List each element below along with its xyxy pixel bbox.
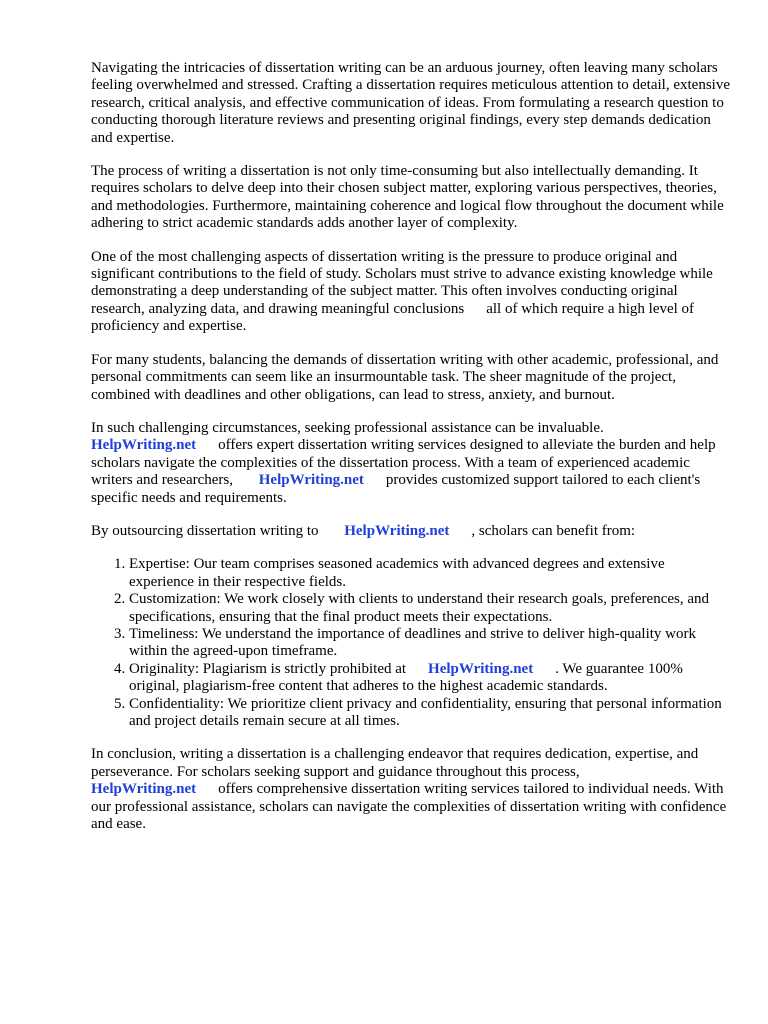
paragraph-balance-text: For many students, balancing the demands of dissertation writing with other academic, professional, and personal commitments can seem like an insurmountable task. The sheer magnitude of the project, combined with deadlines and other obligations, can lead to stress, anxiety, and burnout. <box>91 351 719 403</box>
paragraph-challenges-text-1: One of the most challenging aspects of dissertation writing is the pressure to produce original and significant contributions to the field of study. Scholars must strive to advance existing knowledge while demonstrating a deep understanding of the subject matter. This often involves conducting original research, analyzing data, and drawing meaningful conclusions <box>91 248 713 317</box>
paragraph-intro <box>91 60 731 147</box>
list-item-expertise: Expertise: Our team comprises seasoned academics with advanced degrees and extensive experience in their respective fields. <box>129 556 665 590</box>
paragraph-outsourcing-text-2: , scholars can benefit from: <box>471 522 636 539</box>
paragraph-conclusion-text-1: In conclusion, writing a dissertation is a challenging endeavor that requires dedication, expertise, and perseverance. For scholars seeking support and guidance throughout this process, <box>91 746 699 780</box>
list-item <box>129 696 731 731</box>
paragraph-assistance <box>91 420 731 507</box>
list-item <box>129 591 731 626</box>
list-item-customization: Customization: We work closely with clients to understand their research goals, preferences, and specifications, ensuring that the final product meets their expectations. <box>129 591 710 625</box>
list-item-originality-text-2: . We guarantee 100% original, plagiarism-free content that adheres to the highest academic standards. <box>129 660 683 695</box>
paragraph-conclusion <box>91 746 731 833</box>
paragraph-process <box>91 163 731 233</box>
list-item <box>129 556 731 591</box>
helpwriting-link-2[interactable]: HelpWriting.net <box>258 472 364 489</box>
paragraph-challenges <box>91 249 731 336</box>
helpwriting-link-1[interactable]: HelpWriting.net <box>91 437 197 454</box>
list-item-confidentiality: Confidentiality: We prioritize client privacy and confidentiality, ensuring that personal information and project details remain secure at all times. <box>129 695 722 729</box>
paragraph-challenges-text-2: all of which require a high level of proficiency and expertise. <box>91 300 695 335</box>
list-item <box>129 626 731 661</box>
paragraph-outsourcing-text-1: By outsourcing dissertation writing to <box>91 522 319 539</box>
document-page <box>91 60 731 849</box>
list-item-originality-text-1: Originality: Plagiarism is strictly prohibited at <box>129 660 407 677</box>
paragraph-assistance-text-1: In such challenging circumstances, seeking professional assistance can be invaluable. <box>91 419 604 436</box>
paragraph-balance <box>91 352 731 404</box>
helpwriting-link-4[interactable]: HelpWriting.net <box>428 660 534 677</box>
helpwriting-link-3[interactable]: HelpWriting.net <box>344 522 450 539</box>
paragraph-conclusion-text-2: offers comprehensive dissertation writing services tailored to individual needs. With our professional assistance, scholars can navigate the complexities of dissertation writing with confidence and ease. <box>91 781 727 833</box>
benefits-list <box>91 556 731 730</box>
paragraph-intro-text: Navigating the intricacies of dissertation writing can be an arduous journey, often leaving many scholars feeling overwhelmed and stressed. Crafting a dissertation requires meticulous attention to detail, extensive research, critical analysis, and effective communication of ideas. From formulating a research question to conducting thorough literature reviews and presenting original findings, every step demands dedication and expertise. <box>91 60 730 146</box>
paragraph-assistance-text-2: offers expert dissertation writing services designed to alleviate the burden and help scholars navigate the complexities of the dissertation process. With a team of experienced academic writers and researchers, <box>91 437 716 489</box>
list-item <box>129 661 731 696</box>
paragraph-outsourcing <box>91 523 731 540</box>
paragraph-process-text: The process of writing a dissertation is not only time-consuming but also intellectually demanding. It requires scholars to delve deep into their chosen subject matter, exploring various perspectives, theories, and methodologies. Furthermore, maintaining coherence and logical flow throughout the document while adhering to strict academic standards adds another layer of complexity. <box>91 163 724 232</box>
list-item-timeliness: Timeliness: We understand the importance of deadlines and strive to deliver high-quality work within the agreed-upon timeframe. <box>129 625 697 660</box>
helpwriting-link-5[interactable]: HelpWriting.net <box>91 781 197 798</box>
paragraph-assistance-text-3: provides customized support tailored to each client's specific needs and requirements. <box>91 472 701 506</box>
